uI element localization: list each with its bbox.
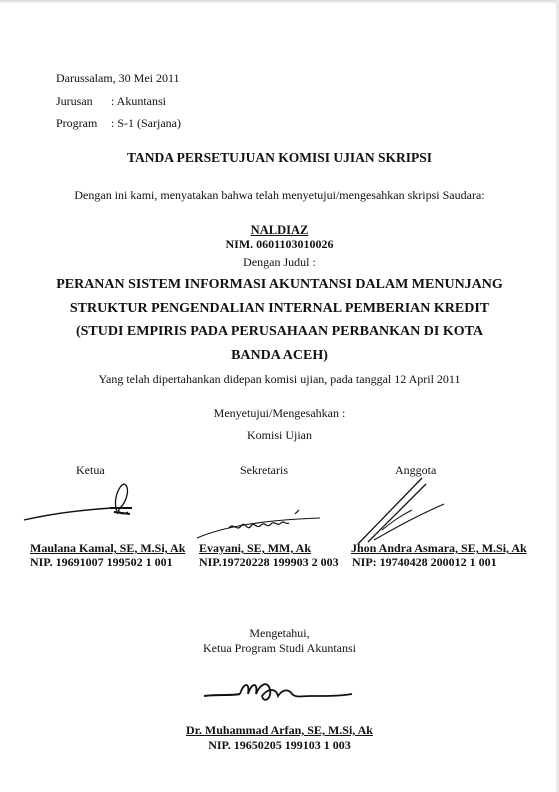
jurusan-label: Jurusan bbox=[56, 94, 93, 108]
name-sekretaris: Evayani, SE, MM, Ak bbox=[199, 541, 312, 555]
acknowledge-position: Ketua Program Studi Akuntansi bbox=[203, 641, 356, 655]
acknowledge-label: Mengetahui, bbox=[249, 626, 310, 640]
student-name: NALDIAZ bbox=[250, 223, 309, 237]
place-date: Darussalam, 30 Mei 2011 bbox=[56, 71, 180, 85]
role-sekretaris: Sekretaris bbox=[240, 463, 288, 477]
nip-sekretaris: NIP.19720228 199903 2 003 bbox=[199, 555, 339, 569]
scan-top-shadow bbox=[0, 0, 559, 4]
judul-label: Dengan Judul : bbox=[243, 255, 316, 269]
defended-statement: Yang telah dipertahankan didepan komisi ujian, pada tanggal 12 April 2011 bbox=[98, 372, 461, 386]
thesis-title-line-1: PERANAN SISTEM INFORMASI AKUNTANSI DALAM MENUNJANG bbox=[56, 277, 503, 292]
thesis-title-line-2: STRUKTUR PENGENDALIAN INTERNAL PEMBERIAN KREDIT bbox=[69, 301, 490, 316]
nip-ketua-prodi: NIP. 19650205 199103 1 003 bbox=[208, 738, 351, 752]
approve-label: Menyetujui/Mengesahkan : bbox=[213, 406, 346, 420]
jurusan-value: : Akuntansi bbox=[111, 94, 167, 108]
program-value: : S-1 (Sarjana) bbox=[111, 116, 181, 130]
intro-text: Dengan ini kami, menyatakan bahwa telah menyetujui/mengesahkan skripsi Saudara: bbox=[74, 188, 485, 202]
thesis-title-line-3: (STUDI EMPIRIS PADA PERUSAHAAN PERBANKAN DI KOTA bbox=[75, 324, 484, 339]
signature-ketua bbox=[20, 478, 140, 526]
student-nim: NIM. 0601103010026 bbox=[225, 237, 334, 251]
nip-ketua: NIP. 19691007 199502 1 001 bbox=[30, 555, 173, 569]
nip-anggota: NIP: 19740428 200012 1 001 bbox=[352, 555, 497, 569]
signature-ketua-prodi bbox=[200, 672, 360, 708]
page-title: TANDA PERSETUJUAN KOMISI UJIAN SKRIPSI bbox=[126, 150, 433, 165]
role-anggota: Anggota bbox=[395, 463, 437, 477]
role-ketua: Ketua bbox=[76, 463, 105, 477]
program-label: Program bbox=[56, 116, 98, 130]
signature-sekretaris bbox=[195, 508, 325, 540]
committee-label: Komisi Ujian bbox=[247, 428, 312, 442]
signature-anggota bbox=[352, 470, 448, 548]
thesis-title-line-4: BANDA ACEH) bbox=[231, 348, 328, 363]
name-ketua-prodi: Dr. Muhammad Arfan, SE, M.Si, Ak bbox=[186, 723, 373, 737]
name-ketua: Maulana Kamal, SE, M.Si, Ak bbox=[30, 541, 186, 555]
name-anggota: Jhon Andra Asmara, SE, M.Si, Ak bbox=[351, 541, 527, 555]
